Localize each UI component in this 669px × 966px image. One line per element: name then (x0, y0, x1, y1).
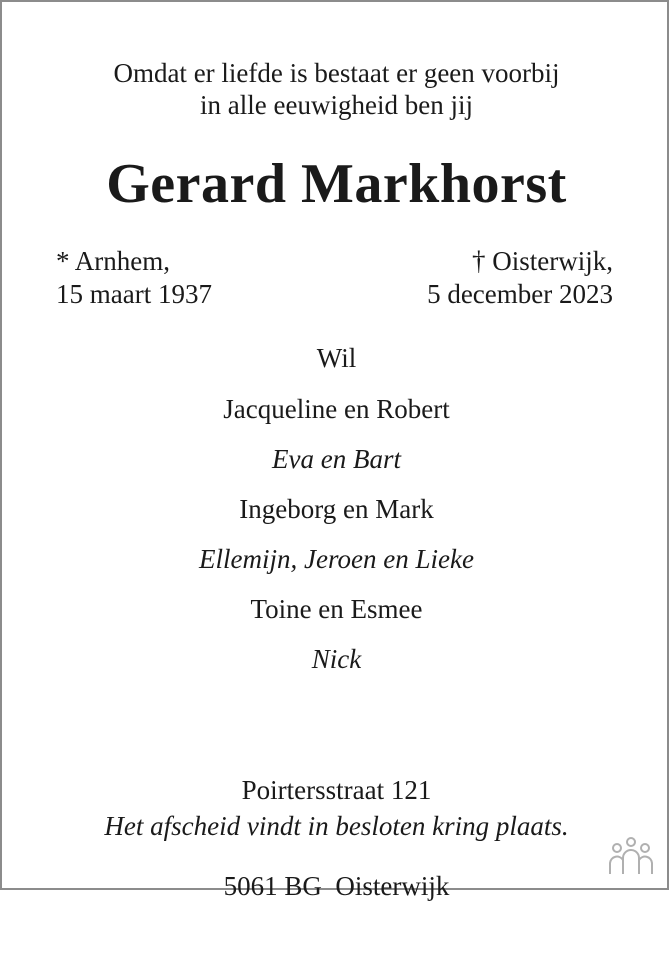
deceased-name: Gerard Markhorst (106, 153, 567, 215)
death-info (427, 245, 613, 311)
address-city: 5061 BG Oisterwijk (223, 871, 450, 901)
birth-place: * Arnhem, (56, 246, 170, 276)
poem (2, 57, 669, 121)
family-member-child: Ingeborg en Mark (239, 494, 434, 524)
poem-line-2: in alle eeuwigheid ben jij (200, 90, 473, 120)
poem-line-1: Omdat er liefde is bestaat er geen voorbij (113, 58, 560, 88)
address-street: Poirtersstraat 121 (241, 775, 432, 805)
closing-note: Het afscheid vindt in besloten kring plaats. (104, 811, 569, 841)
birth-info (56, 245, 212, 311)
family-member-child: Toine en Esmee (250, 594, 423, 624)
death-date: 5 december 2023 (427, 279, 613, 309)
people-group-icon (607, 836, 655, 876)
death-place: † Oisterwijk, (472, 246, 613, 276)
family-member-child: Jacqueline en Robert (223, 394, 450, 424)
birth-date: 15 maart 1937 (56, 279, 212, 309)
family-member-grandchildren: Ellemijn, Jeroen en Lieke (199, 544, 474, 574)
family-member-grandchildren: Nick (311, 644, 362, 674)
family-member-spouse: Wil (316, 343, 357, 373)
family-member-grandchildren: Eva en Bart (272, 444, 401, 474)
